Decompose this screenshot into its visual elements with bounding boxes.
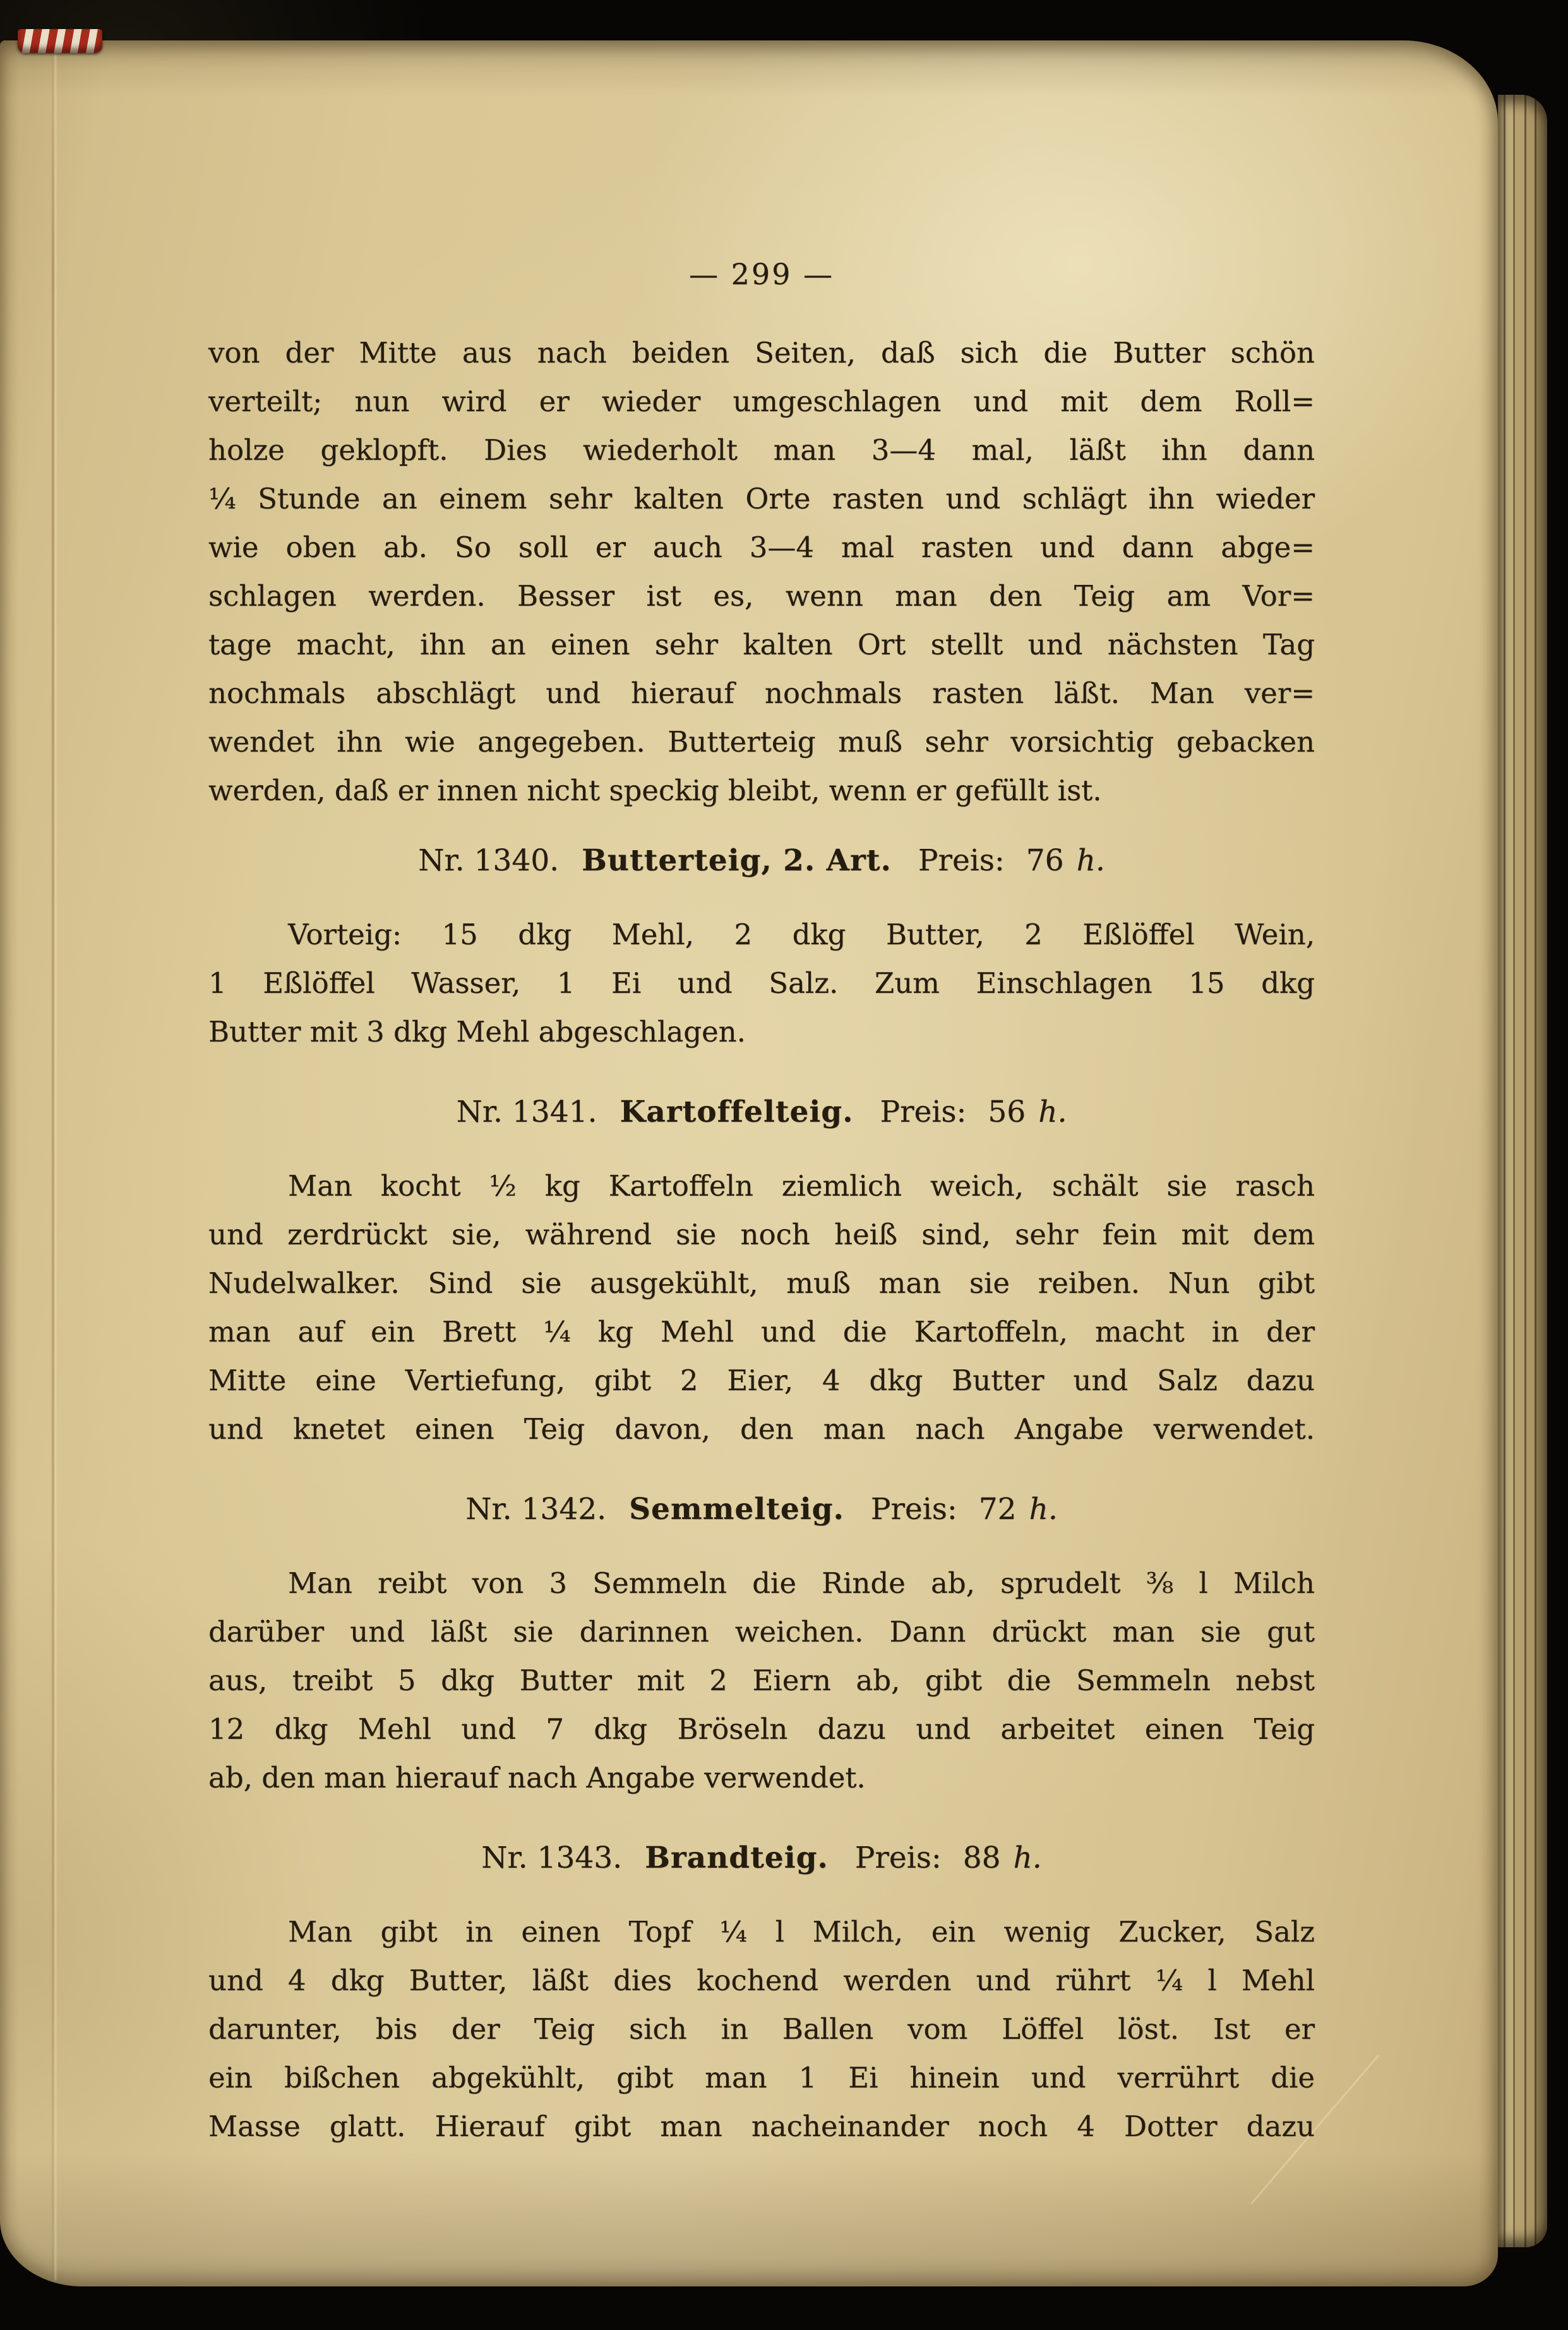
text-line: Nudelwalker. Sind sie ausgekühlt, muß man sie reiben. Nun gibt bbox=[208, 1266, 1315, 1300]
page-content bbox=[208, 40, 1315, 2151]
text-line: verteilt; nun wird er wieder umgeschlagen und mit dem Roll= bbox=[208, 385, 1315, 418]
price-value: 72 bbox=[978, 1492, 1017, 1527]
page-number: — 299 — bbox=[688, 257, 835, 291]
text-line: von der Mitte aus nach beiden Seiten, daß sich die Butter schön bbox=[208, 336, 1315, 369]
text-line: holze geklopft. Dies wiederholt man 3—4 mal, läßt ihn dann bbox=[208, 433, 1315, 467]
text-line: wendet ihn wie angegeben. Butterteig muß sehr vorsichtig gebacken bbox=[208, 725, 1315, 759]
recipe-heading bbox=[208, 1088, 1315, 1136]
recipe-heading bbox=[208, 836, 1315, 885]
recipe-1343 bbox=[208, 1834, 1315, 2151]
recipe-heading bbox=[208, 1485, 1315, 1534]
price-value: 56 bbox=[988, 1095, 1026, 1129]
recipe-number: Nr. 1342. bbox=[465, 1492, 607, 1527]
text-line: und 4 dkg Butter, läßt dies kochend werden und rührt ¼ l Mehl bbox=[208, 1964, 1315, 1997]
recipe-title: Semmelteig. bbox=[629, 1492, 844, 1527]
price-unit: h. bbox=[1076, 843, 1105, 878]
text-line: und knetet einen Teig davon, den man nach Angabe verwendet. bbox=[208, 1412, 1315, 1446]
price-unit: h. bbox=[1038, 1095, 1067, 1129]
text-line: 12 dkg Mehl und 7 dkg Bröseln dazu und arbeitet einen Teig bbox=[208, 1712, 1315, 1746]
text-line: schlagen werden. Besser ist es, wenn man den Teig am Vor= bbox=[208, 579, 1315, 613]
text-line: Butter mit 3 dkg Mehl abgeschlagen. bbox=[208, 1015, 746, 1048]
recipe-1342 bbox=[208, 1485, 1315, 1802]
page-edges-stack bbox=[1498, 95, 1547, 2247]
recipe-number: Nr. 1343. bbox=[481, 1841, 623, 1875]
text-line: wie oben ab. So soll er auch 3—4 mal rasten und dann abge= bbox=[208, 531, 1315, 564]
recipe-title: Brandteig. bbox=[645, 1841, 829, 1875]
recipe-body bbox=[208, 1907, 1315, 2151]
price-unit: h. bbox=[1013, 1841, 1042, 1875]
page-crease bbox=[52, 44, 54, 2280]
recipe-heading bbox=[208, 1834, 1315, 1882]
text-line: man auf ein Brett ¼ kg Mehl und die Kartoffeln, macht in der bbox=[208, 1315, 1315, 1348]
price-label: Preis: bbox=[870, 1492, 957, 1527]
text-line: 1 Eßlöffel Wasser, 1 Ei und Salz. Zum Einschlagen 15 dkg bbox=[208, 966, 1315, 1000]
text-line: Man gibt in einen Topf ¼ l Milch, ein wenig Zucker, Salz bbox=[288, 1915, 1315, 1949]
text-line: Masse glatt. Hierauf gibt man nacheinander noch 4 Dotter dazu bbox=[208, 2110, 1315, 2143]
recipe-1341 bbox=[208, 1088, 1315, 1453]
price-label: Preis: bbox=[918, 843, 1005, 878]
text-line: darunter, bis der Teig sich in Ballen vom Löffel löst. Ist er bbox=[208, 2012, 1315, 2046]
price-label: Preis: bbox=[854, 1841, 942, 1875]
price-value: 76 bbox=[1026, 843, 1064, 878]
recipe-number: Nr. 1340. bbox=[418, 843, 560, 878]
text-line: Man reibt von 3 Semmeln die Rinde ab, sprudelt ⅜ l Milch bbox=[288, 1566, 1315, 1600]
recipe-body bbox=[208, 910, 1315, 1056]
book-page bbox=[0, 40, 1498, 2286]
recipe-body bbox=[208, 1559, 1315, 1802]
text-line: ein bißchen abgekühlt, gibt man 1 Ei hinein und verrührt die bbox=[208, 2061, 1315, 2094]
recipe-title: Butterteig, 2. Art. bbox=[582, 843, 892, 878]
text-line: Vorteig: 15 dkg Mehl, 2 dkg Butter, 2 Eßlöffel Wein, bbox=[288, 918, 1315, 951]
price-value: 88 bbox=[962, 1841, 1001, 1875]
text-line: werden, daß er innen nicht speckig bleibt, wenn er gefüllt ist. bbox=[208, 774, 1102, 807]
recipe-title: Kartoffelteig. bbox=[619, 1095, 854, 1129]
text-line: aus, treibt 5 dkg Butter mit 2 Eiern ab, gibt die Semmeln nebst bbox=[208, 1664, 1315, 1697]
price-label: Preis: bbox=[880, 1095, 967, 1129]
text-line: darüber und läßt sie darinnen weichen. Dann drückt man sie gut bbox=[208, 1615, 1315, 1648]
text-line: nochmals abschlägt und hierauf nochmals rasten läßt. Man ver= bbox=[208, 676, 1315, 710]
recipe-1340 bbox=[208, 836, 1315, 1056]
text-line: tage macht, ihn an einen sehr kalten Ort stellt und nächsten Tag bbox=[208, 628, 1315, 661]
text-line: Mitte eine Vertiefung, gibt 2 Eier, 4 dkg Butter und Salz dazu bbox=[208, 1364, 1315, 1397]
headband-ribbon bbox=[18, 29, 102, 53]
text-line: und zerdrückt sie, während sie noch heiß sind, sehr fein mit dem bbox=[208, 1218, 1315, 1251]
recipe-body bbox=[208, 1162, 1315, 1453]
intro-paragraph bbox=[208, 328, 1315, 815]
text-line: Man kocht ½ kg Kartoffeln ziemlich weich, schält sie rasch bbox=[288, 1169, 1315, 1203]
recipe-number: Nr. 1341. bbox=[456, 1095, 597, 1129]
price-unit: h. bbox=[1029, 1492, 1058, 1527]
text-line: ¼ Stunde an einem sehr kalten Orte rasten und schlägt ihn wieder bbox=[208, 482, 1315, 515]
text-line: ab, den man hierauf nach Angabe verwendet. bbox=[208, 1761, 866, 1794]
